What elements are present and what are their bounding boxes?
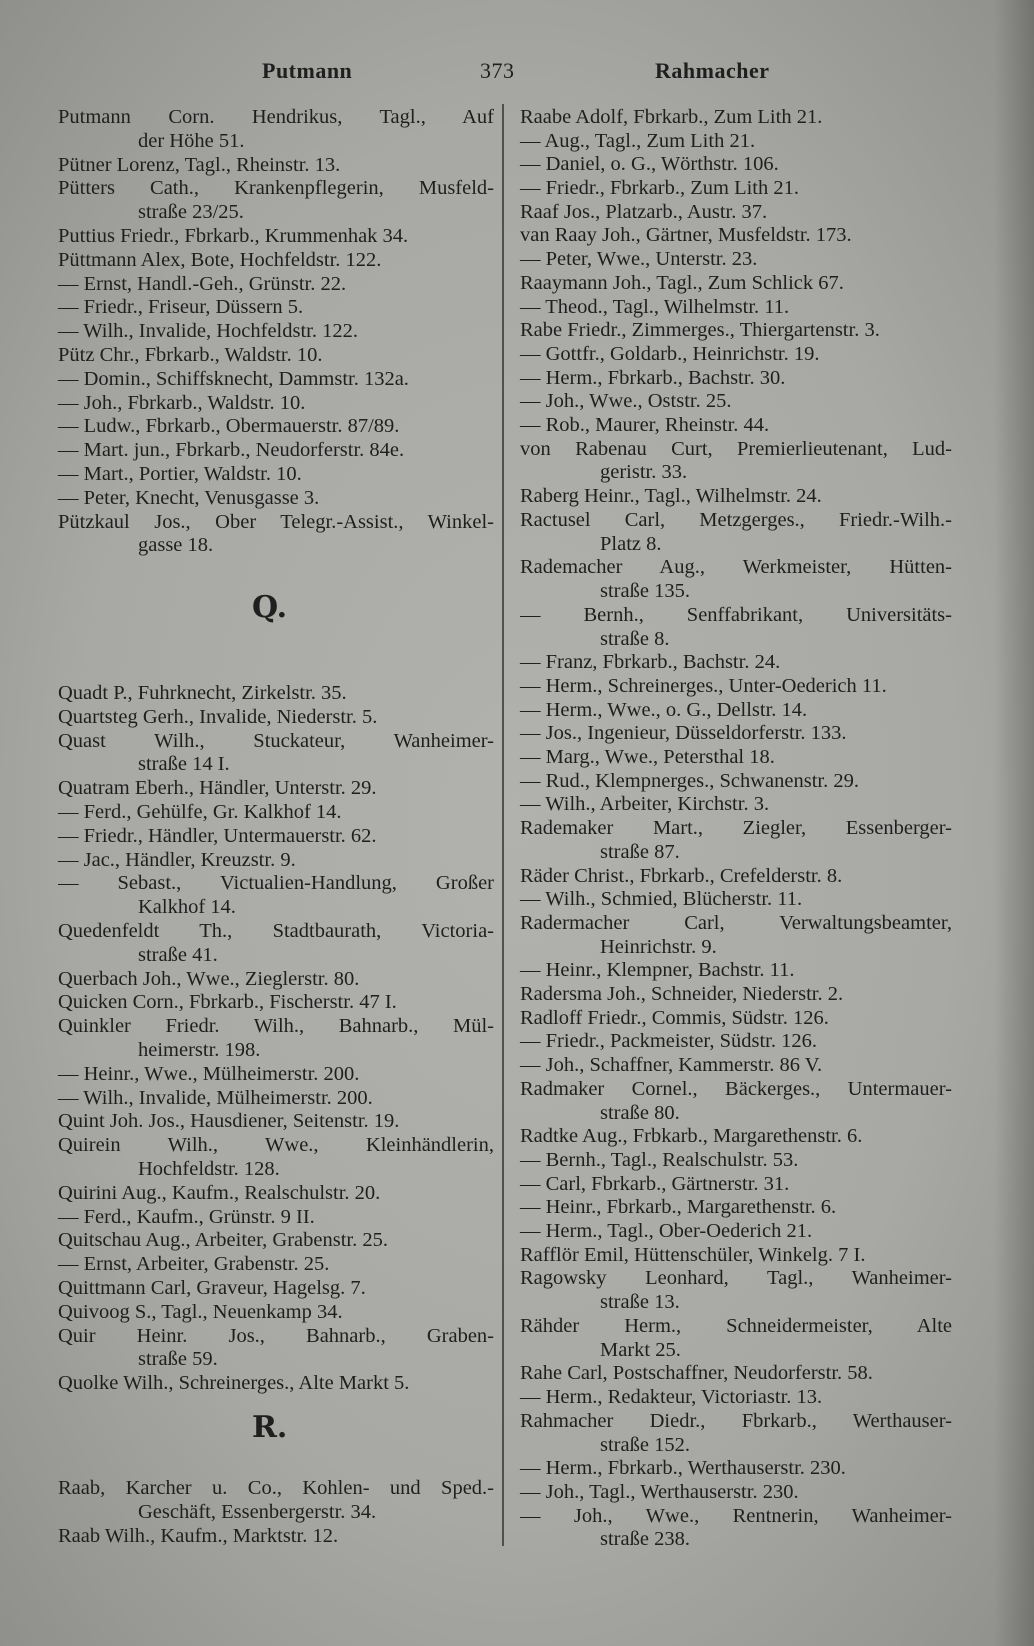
directory-entry-line: — Rob., Maurer, Rheinstr. 44. bbox=[520, 413, 770, 436]
section-heading-r: R. bbox=[252, 1410, 288, 1445]
directory-entry-line: — Heinr., Fbrkarb., Margarethenstr. 6. bbox=[520, 1196, 837, 1219]
directory-entry-line: — Peter, Wwe., Unterstr. 23. bbox=[520, 248, 758, 271]
directory-entry-line: Quartsteg Gerh., Invalide, Niederstr. 5. bbox=[58, 705, 378, 728]
directory-entry-line: — Herm., Fbrkarb., Bachstr. 30. bbox=[520, 366, 786, 389]
directory-entry-line: — Theod., Tagl., Wilhelmstr. 11. bbox=[520, 295, 790, 318]
directory-entry-line: — Herm., Tagl., Ober-Oederich 21. bbox=[520, 1220, 813, 1243]
directory-entry-line: — Aug., Tagl., Zum Lith 21. bbox=[520, 129, 756, 152]
directory-entry-line: Radermacher Carl, Verwaltungsbeamter, bbox=[520, 911, 952, 934]
running-head-left: Putmann bbox=[262, 58, 353, 83]
directory-entry-line: — Herm., Fbrkarb., Werthauserstr. 230. bbox=[520, 1457, 846, 1480]
directory-entry-line: Radtke Aug., Frbkarb., Margarethenstr. 6. bbox=[520, 1125, 863, 1148]
directory-entry-line: Räder Christ., Fbrkarb., Crefelderstr. 8. bbox=[520, 864, 843, 887]
directory-entry-line: Pützkaul Jos., Ober Telegr.-Assist., Winkel- bbox=[58, 510, 494, 533]
directory-entry-line: — Ernst, Handl.-Geh., Grünstr. 22. bbox=[58, 272, 347, 295]
directory-entry-line: Rafflör Emil, Hüttenschüler, Winkelg. 7 I. bbox=[520, 1243, 866, 1266]
directory-entry-line: — Bernh., Senffabrikant, Universitäts- bbox=[520, 603, 952, 626]
directory-entry-line: Quinkler Friedr. Wilh., Bahnarb., Mül- bbox=[58, 1015, 494, 1038]
directory-entry-line: — Wilh., Invalide, Hochfeldstr. 122. bbox=[58, 320, 358, 343]
directory-entry-line: Quittmann Carl, Graveur, Hagelsg. 7. bbox=[58, 1276, 366, 1299]
right-column bbox=[520, 106, 952, 1552]
left-column-block-r bbox=[58, 1477, 494, 1548]
entry-continuation-line: straße 87. bbox=[600, 840, 680, 863]
directory-entry-line: — Gottfr., Goldarb., Heinrichstr. 19. bbox=[520, 342, 820, 365]
running-head-right: Rahmacher bbox=[655, 58, 770, 83]
entry-continuation-line: der Höhe 51. bbox=[138, 129, 245, 152]
left-column-block-q bbox=[58, 682, 494, 1396]
directory-entry-line: — Joh., Wwe., Oststr. 25. bbox=[520, 390, 732, 413]
entry-continuation-line: straße 80. bbox=[600, 1101, 680, 1124]
directory-entry-line: Rahmacher Diedr., Fbrkarb., Werthauser- bbox=[520, 1409, 952, 1432]
directory-entry-line: — Carl, Fbrkarb., Gärtnerstr. 31. bbox=[520, 1172, 790, 1195]
directory-entry-line: Radmaker Cornel., Bäckerges., Untermauer- bbox=[520, 1077, 952, 1100]
directory-entry-line: Rademaker Mart., Ziegler, Essenberger- bbox=[520, 817, 952, 840]
entry-continuation-line: straße 59. bbox=[138, 1348, 218, 1371]
directory-entry-line: Quadt P., Fuhrknecht, Zirkelstr. 35. bbox=[58, 682, 347, 704]
directory-entry-line: Rabe Friedr., Zimmerges., Thiergartenstr. 3. bbox=[520, 319, 880, 342]
directory-entry-line: — Friedr., Packmeister, Südstr. 126. bbox=[520, 1030, 817, 1053]
entry-continuation-line: Heinrichstr. 9. bbox=[600, 935, 717, 958]
entry-continuation-line: Markt 25. bbox=[600, 1338, 681, 1361]
directory-entry-line: Raabe Adolf, Fbrkarb., Zum Lith 21. bbox=[520, 106, 823, 128]
directory-entry-line: — Rud., Klempnerges., Schwanenstr. 29. bbox=[520, 769, 859, 792]
directory-entry-line: von Rabenau Curt, Premierlieutenant, Lud- bbox=[520, 437, 952, 460]
directory-entry-line: — Wilh., Schmied, Blücherstr. 11. bbox=[520, 888, 803, 911]
directory-entry-line: Quint Joh. Jos., Hausdiener, Seitenstr. 19. bbox=[58, 1110, 400, 1133]
entry-continuation-line: Hochfeldstr. 128. bbox=[138, 1157, 280, 1180]
directory-entry-line: Raberg Heinr., Tagl., Wilhelmstr. 24. bbox=[520, 485, 822, 508]
directory-entry-line: — Marg., Wwe., Petersthal 18. bbox=[520, 746, 775, 768]
section-heading-q: Q. bbox=[252, 590, 288, 625]
directory-entry-line: — Mart. jun., Fbrkarb., Neudorferstr. 84e. bbox=[58, 439, 405, 462]
directory-entry-line: — Jos., Ingenieur, Düsseldorferstr. 133. bbox=[520, 722, 847, 745]
directory-entry-line: Raab Wilh., Kaufm., Marktstr. 12. bbox=[58, 1524, 339, 1547]
directory-entry-line: — Herm., Wwe., o. G., Dellstr. 14. bbox=[520, 698, 808, 721]
page-number: 373 bbox=[480, 58, 515, 83]
directory-entry-line: — Heinr., Wwe., Mülheimerstr. 200. bbox=[58, 1062, 360, 1085]
directory-entry-line: Rademacher Aug., Werkmeister, Hütten- bbox=[520, 556, 952, 579]
directory-entry-line: Radloff Friedr., Commis, Südstr. 126. bbox=[520, 1006, 829, 1029]
directory-entry-line: — Domin., Schiffsknecht, Dammstr. 132a. bbox=[58, 367, 409, 390]
entry-continuation-line: straße 8. bbox=[600, 627, 670, 650]
directory-entry-line: Pütters Cath., Krankenpflegerin, Musfeld- bbox=[58, 177, 494, 200]
directory-entry-line: van Raay Joh., Gärtner, Musfeldstr. 173. bbox=[520, 224, 852, 247]
directory-entry-line: Quir Heinr. Jos., Bahnarb., Graben- bbox=[58, 1324, 494, 1347]
directory-entry-line: — Ludw., Fbrkarb., Obermauerstr. 87/89. bbox=[58, 415, 400, 438]
directory-entry-line: — Bernh., Tagl., Realschulstr. 53. bbox=[520, 1149, 799, 1172]
directory-entry-line: Pütz Chr., Fbrkarb., Waldstr. 10. bbox=[58, 343, 323, 366]
directory-entry-line: — Ferd., Kaufm., Grünstr. 9 II. bbox=[58, 1205, 315, 1228]
entry-continuation-line: straße 238. bbox=[600, 1528, 690, 1551]
directory-entry-line: — Joh., Tagl., Werthauserstr. 230. bbox=[520, 1480, 799, 1503]
directory-entry-line: Quolke Wilh., Schreinerges., Alte Markt 5. bbox=[58, 1372, 410, 1395]
directory-entry-line: Putmann Corn. Hendrikus, Tagl., Auf bbox=[58, 106, 494, 128]
directory-entry-line: — Daniel, o. G., Wörthstr. 106. bbox=[520, 153, 779, 176]
directory-entry-line: Quirini Aug., Kaufm., Realschulstr. 20. bbox=[58, 1181, 381, 1204]
directory-entry-line: Ragowsky Leonhard, Tagl., Wanheimer- bbox=[520, 1267, 952, 1290]
directory-entry-line: — Peter, Knecht, Venusgasse 3. bbox=[58, 486, 320, 509]
directory-entry-line: Püttmann Alex, Bote, Hochfeldstr. 122. bbox=[58, 248, 382, 271]
column-divider bbox=[502, 104, 504, 1546]
directory-entry-line: — Joh., Wwe., Rentnerin, Wanheimer- bbox=[520, 1504, 952, 1527]
directory-entry-line: — Ferd., Gehülfe, Gr. Kalkhof 14. bbox=[58, 800, 342, 823]
entry-continuation-line: Geschäft, Essenbergerstr. 34. bbox=[138, 1500, 377, 1523]
directory-entry-line: — Herm., Redakteur, Victoriastr. 13. bbox=[520, 1386, 823, 1409]
directory-entry-line: Raaymann Joh., Tagl., Zum Schlick 67. bbox=[520, 271, 844, 294]
entry-continuation-line: straße 13. bbox=[600, 1291, 680, 1314]
directory-entry-line: — Herm., Schreinerges., Unter-Oederich 11. bbox=[520, 674, 887, 697]
directory-entry-line: — Ernst, Arbeiter, Grabenstr. 25. bbox=[58, 1253, 330, 1276]
directory-entry-line: — Joh., Fbrkarb., Waldstr. 10. bbox=[58, 391, 306, 414]
directory-entry-line: Quast Wilh., Stuckateur, Wanheimer- bbox=[58, 729, 494, 752]
directory-entry-line: — Wilh., Arbeiter, Kirchstr. 3. bbox=[520, 793, 770, 816]
entry-continuation-line: Platz 8. bbox=[600, 532, 662, 555]
directory-entry-line: Quivoog S., Tagl., Neuenkamp 34. bbox=[58, 1300, 343, 1323]
entry-continuation-line: gasse 18. bbox=[138, 534, 214, 557]
directory-entry-line: Puttius Friedr., Fbrkarb., Krummenhak 34. bbox=[58, 224, 409, 247]
directory-entry-line: Radersma Joh., Schneider, Niederstr. 2. bbox=[520, 983, 844, 1006]
directory-entry-line: Pütner Lorenz, Tagl., Rheinstr. 13. bbox=[58, 153, 341, 176]
directory-entry-line: Quedenfeldt Th., Stadtbaurath, Victoria- bbox=[58, 919, 494, 942]
entry-continuation-line: straße 152. bbox=[600, 1433, 690, 1456]
entry-continuation-line: straße 23/25. bbox=[138, 201, 244, 224]
directory-entry-line: — Jac., Händler, Kreuzstr. 9. bbox=[58, 848, 296, 871]
entry-continuation-line: straße 14 I. bbox=[138, 753, 230, 776]
directory-entry-line: Rähder Herm., Schneidermeister, Alte bbox=[520, 1314, 952, 1337]
entry-continuation-line: straße 41. bbox=[138, 943, 218, 966]
directory-entry-line: — Friedr., Händler, Untermauerstr. 62. bbox=[58, 824, 377, 847]
directory-entry-line: — Joh., Schaffner, Kammerstr. 86 V. bbox=[520, 1054, 823, 1077]
entry-continuation-line: geristr. 33. bbox=[600, 461, 688, 484]
directory-entry-line: Ractusel Carl, Metzgerges., Friedr.-Wilh.- bbox=[520, 508, 952, 531]
directory-entry-line: Raaf Jos., Platzarb., Austr. 37. bbox=[520, 200, 768, 223]
entry-continuation-line: heimerstr. 198. bbox=[138, 1038, 261, 1061]
directory-entry-line: Quirein Wilh., Wwe., Kleinhändlerin, bbox=[58, 1134, 494, 1157]
directory-entry-line: — Wilh., Invalide, Mülheimerstr. 200. bbox=[58, 1086, 373, 1109]
page-shadow bbox=[994, 0, 1034, 1646]
directory-entry-line: Quicken Corn., Fbrkarb., Fischerstr. 47 I. bbox=[58, 991, 397, 1014]
directory-entry-line: — Mart., Portier, Waldstr. 10. bbox=[58, 462, 302, 485]
directory-entry-line: — Sebast., Victualien-Handlung, Großer bbox=[58, 872, 494, 895]
directory-entry-line: — Heinr., Klempner, Bachstr. 11. bbox=[520, 959, 795, 982]
directory-entry-line: Raab, Karcher u. Co., Kohlen- und Sped.- bbox=[58, 1477, 494, 1499]
directory-entry-line: — Franz, Fbrkarb., Bachstr. 24. bbox=[520, 651, 781, 674]
directory-entry-line: Querbach Joh., Wwe., Zieglerstr. 80. bbox=[58, 967, 360, 990]
entry-continuation-line: straße 135. bbox=[600, 580, 690, 603]
left-column-block-p bbox=[58, 106, 494, 558]
directory-entry-line: — Friedr., Fbrkarb., Zum Lith 21. bbox=[520, 177, 800, 200]
directory-entry-line: — Friedr., Friseur, Düssern 5. bbox=[58, 296, 304, 319]
directory-entry-line: Rahe Carl, Postschaffner, Neudorferstr. 58. bbox=[520, 1362, 873, 1385]
entry-continuation-line: Kalkhof 14. bbox=[138, 896, 236, 919]
directory-entry-line: Quitschau Aug., Arbeiter, Grabenstr. 25. bbox=[58, 1229, 388, 1252]
directory-entry-line: Quatram Eberh., Händler, Unterstr. 29. bbox=[58, 777, 377, 800]
